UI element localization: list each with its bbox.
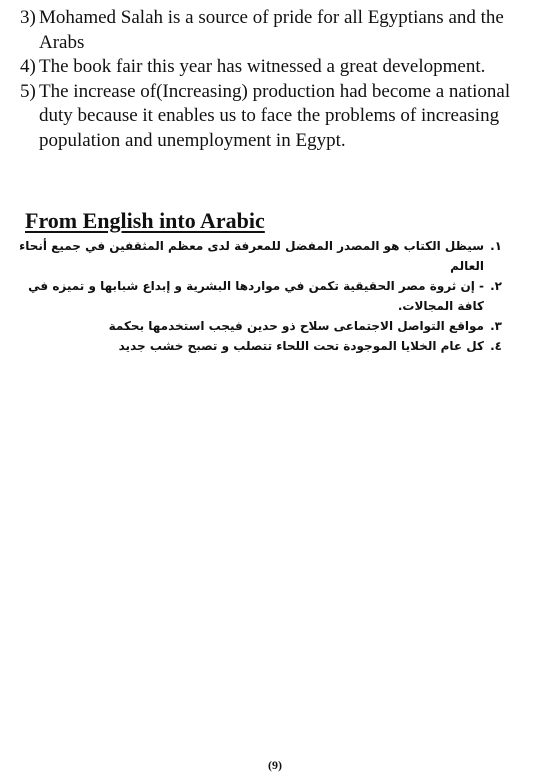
sentence-number: ٢. [490,279,502,293]
english-sentence-list [20,6,530,153]
english-sentence-3 [20,6,530,55]
arabic-sentence-1 [14,236,502,276]
sentence-text: سيظل الكتاب هو المصدر المفضل للمعرفة لدى معظم المثقفين في جميع أنحاء العالم [19,239,484,273]
arabic-sentence-list [14,236,502,356]
page-number: (9) [268,758,282,772]
sentence-number: ١. [490,239,502,253]
sentence-number: 4) [20,56,36,77]
sentence-text: مواقع التواصل الاجتماعى سلاح ذو حدين فيجب استخدمها بحكمة [108,319,484,333]
sentence-number: 3) [20,7,36,28]
english-sentence-5 [20,80,530,154]
sentence-text: The book fair this year has witnessed a great development. [39,56,486,77]
english-sentence-4 [20,55,530,80]
sentence-number: 5) [20,80,36,102]
sentence-text: The increase of(Increasing) production had become a national duty because it enables us to face the problems of increasing population and unemployment in Egypt. [39,80,530,151]
sentence-number: ٤. [490,339,502,353]
sentence-number: ٣. [490,319,502,333]
sentence-text: Mohamed Salah is a source of pride for all Egyptians and the Arabs [39,7,508,53]
arabic-sentence-2 [14,276,502,316]
sentence-text: كل عام الخلايا الموجودة تحت اللحاء تتصلب و تصبح خشب جديد [118,339,484,353]
section-heading: From English into Arabic [25,208,265,233]
arabic-sentence-4 [14,336,502,356]
arabic-sentence-3 [14,316,502,336]
sentence-text: - إن ثروة مصر الحقيقية تكمن في مواردها البشرية و إبداع شبابها و تميزه في كافة المجالات. [28,279,484,313]
